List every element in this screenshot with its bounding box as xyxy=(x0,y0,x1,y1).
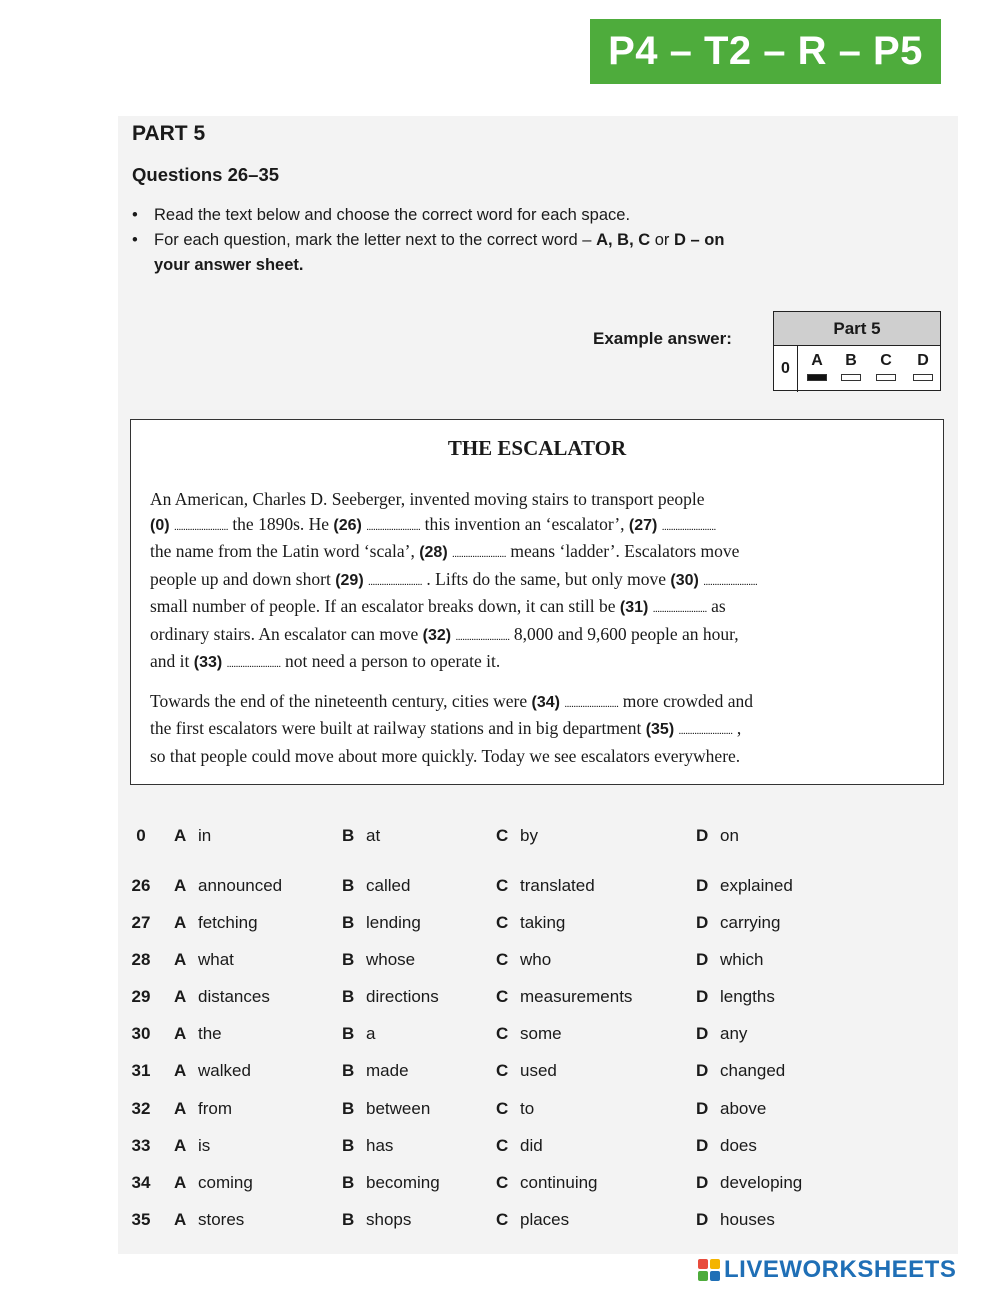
answer-mark-empty xyxy=(913,374,933,381)
option-word: developing xyxy=(720,1173,803,1192)
instruction-text: your answer sheet. xyxy=(154,256,304,274)
passage-title: THE ESCALATOR xyxy=(447,436,627,460)
question-number: 34 xyxy=(131,1173,151,1192)
option-letter: D xyxy=(696,1136,709,1155)
option-word: has xyxy=(366,1136,394,1155)
option-letter: A xyxy=(174,1061,187,1080)
option-letter: A xyxy=(174,1024,187,1043)
option-word: called xyxy=(366,876,411,895)
option-c[interactable] xyxy=(496,1210,569,1230)
question-number: 33 xyxy=(131,1136,151,1155)
option-word: to xyxy=(520,1099,535,1118)
option-d[interactable] xyxy=(696,1061,785,1081)
option-letter: B xyxy=(342,987,355,1006)
option-word: who xyxy=(520,950,552,969)
gap-33[interactable]: (33) xyxy=(193,654,223,671)
option-letter: C xyxy=(496,950,509,969)
passage-text: the 1890s. He xyxy=(232,513,334,534)
option-word: stores xyxy=(198,1210,245,1229)
option-letter: D xyxy=(696,913,709,932)
question-row-34 xyxy=(126,1173,846,1199)
option-word: which xyxy=(720,950,764,969)
passage-text: small number of people. If an escalator breaks down, it can still be xyxy=(150,596,620,616)
option-d[interactable] xyxy=(696,913,780,933)
option-letter: D xyxy=(696,987,709,1006)
option-word: between xyxy=(366,1099,431,1118)
option-word: places xyxy=(520,1210,570,1229)
option-a[interactable] xyxy=(174,1024,222,1044)
option-d[interactable] xyxy=(696,1210,775,1230)
option-letter: B xyxy=(342,1173,355,1192)
example-row xyxy=(774,346,940,392)
option-a[interactable] xyxy=(174,1173,253,1193)
option-c[interactable] xyxy=(496,1136,543,1156)
option-word: translated xyxy=(520,876,595,895)
option-word: houses xyxy=(720,1210,775,1229)
gap-dots: ........................ xyxy=(368,575,423,588)
option-letter: D xyxy=(696,1024,709,1043)
instruction-text: Read the text below and choose the correct word for each space. xyxy=(154,206,631,224)
gap-dots: ........................ xyxy=(452,548,507,560)
reading-text-box xyxy=(130,419,944,785)
gap-35[interactable]: (35) xyxy=(645,721,675,738)
option-a[interactable] xyxy=(174,1210,244,1230)
gap-dots: ........................ xyxy=(455,630,510,643)
example-answer-box xyxy=(773,311,941,391)
passage-text: An American, Charles D. Seeberger, invented moving stairs to transport people xyxy=(150,489,705,509)
passage-text: the name from the Latin word ‘scala’, xyxy=(150,541,420,561)
question-number: 32 xyxy=(131,1099,151,1118)
option-letter: B xyxy=(342,1024,355,1043)
option-letter: C xyxy=(496,876,509,895)
question-number: 28 xyxy=(131,950,151,969)
option-word: taking xyxy=(520,913,566,932)
option-b[interactable] xyxy=(342,1099,430,1119)
question-row-29 xyxy=(126,987,846,1013)
example-option-d xyxy=(910,352,936,381)
option-word: shops xyxy=(366,1210,412,1229)
question-number: 0 xyxy=(136,826,146,845)
option-word: announced xyxy=(198,876,283,895)
gap-dots: ........................ xyxy=(661,520,716,533)
option-b[interactable] xyxy=(342,987,439,1007)
gap-dots: ........................ xyxy=(652,603,707,615)
option-b[interactable] xyxy=(342,1173,440,1193)
option-letter: D xyxy=(696,1210,709,1229)
option-c[interactable] xyxy=(496,1099,534,1119)
option-letter: B xyxy=(342,1136,355,1155)
option-letter: A xyxy=(174,1210,187,1229)
option-letter: B xyxy=(342,1210,355,1229)
option-word: by xyxy=(520,826,538,845)
question-row-28 xyxy=(126,950,846,976)
option-word: did xyxy=(520,1136,543,1155)
passage-text: not need a person to operate it. xyxy=(280,651,501,671)
example-option-c xyxy=(873,352,899,381)
example-option-a xyxy=(804,352,830,381)
gap-26[interactable]: (26) xyxy=(333,516,362,534)
option-letter: B xyxy=(342,1099,355,1118)
gap-34[interactable]: (34) xyxy=(531,693,560,711)
instruction-text: For each question, mark the letter next to the correct word – xyxy=(154,231,592,249)
liveworksheets-logo xyxy=(698,1256,956,1284)
option-letter: D xyxy=(696,876,709,895)
option-word: on xyxy=(720,826,739,845)
question-row-32 xyxy=(126,1099,846,1125)
option-c[interactable] xyxy=(496,876,595,896)
option-word: in xyxy=(198,826,212,845)
question-number: 29 xyxy=(131,987,151,1006)
option-letter: B xyxy=(342,950,355,969)
gap-27[interactable]: (27) xyxy=(628,516,658,534)
passage-text: more crowded and xyxy=(618,690,753,711)
question-number: 30 xyxy=(131,1024,151,1043)
option-word: continuing xyxy=(520,1173,598,1192)
option-word: changed xyxy=(720,1061,786,1080)
option-letter: D xyxy=(696,1061,709,1080)
option-letter: B xyxy=(342,826,355,845)
option-word: lending xyxy=(366,913,421,932)
gap-0: (0) xyxy=(150,516,170,534)
option-a[interactable] xyxy=(174,826,211,846)
option-letter: A xyxy=(174,1099,187,1118)
option-b[interactable] xyxy=(342,1061,409,1081)
passage-text: Towards the end of the nineteenth century, cities were xyxy=(150,690,532,711)
paragraph-2 xyxy=(150,689,935,769)
option-b[interactable] xyxy=(342,1136,393,1156)
option-c[interactable] xyxy=(496,1024,562,1044)
instruction-item xyxy=(132,203,724,228)
logo-text: LIVEWORKSHEETS xyxy=(724,1256,957,1283)
option-word: becoming xyxy=(366,1173,440,1192)
instruction-letter-d: D xyxy=(674,231,686,249)
part-title: PART 5 xyxy=(132,122,206,145)
option-a[interactable] xyxy=(174,876,282,896)
option-letter: D xyxy=(696,826,709,845)
passage-text: 8,000 and 9,600 people an hour, xyxy=(509,623,739,644)
gap-32[interactable]: (32) xyxy=(422,626,452,644)
passage xyxy=(150,487,935,768)
option-letter: D xyxy=(917,352,929,369)
question-number: 27 xyxy=(131,913,151,932)
option-letter: A xyxy=(174,876,187,895)
option-letter: B xyxy=(342,913,355,932)
option-word: used xyxy=(520,1061,557,1080)
title-badge: P4 – T2 – R – P5 xyxy=(590,19,941,84)
option-word: does xyxy=(720,1136,757,1155)
option-d[interactable] xyxy=(696,1173,802,1193)
option-a[interactable] xyxy=(174,950,234,970)
option-d[interactable] xyxy=(696,876,793,896)
option-word: a xyxy=(366,1024,376,1043)
option-word: at xyxy=(366,826,381,845)
option-letter: A xyxy=(174,826,187,845)
option-word: measurements xyxy=(520,987,633,1006)
question-row-35 xyxy=(126,1210,846,1236)
option-b[interactable] xyxy=(342,913,421,933)
instruction-item xyxy=(132,228,724,278)
gap-dots: ........................ xyxy=(564,697,619,710)
option-word: some xyxy=(520,1024,562,1043)
gap-31[interactable]: (31) xyxy=(619,599,649,616)
gap-dots: ........................ xyxy=(173,520,228,533)
passage-text: so that people could move about more quickly. Today we see escalators everywhere. xyxy=(150,745,741,766)
option-letter: C xyxy=(496,1136,509,1155)
passage-text: the first escalators were built at railway stations and in big department xyxy=(150,718,646,738)
instructions xyxy=(132,203,724,278)
option-word: fetching xyxy=(198,913,258,932)
option-letter: C xyxy=(880,352,892,369)
answer-mark-empty xyxy=(841,374,861,381)
passage-text: means ‘ladder’. Escalators move xyxy=(506,541,740,561)
option-d[interactable] xyxy=(696,1136,757,1156)
question-number: 31 xyxy=(131,1061,151,1080)
option-word: from xyxy=(198,1099,232,1118)
example-option-b xyxy=(838,352,864,381)
question-row-31 xyxy=(126,1061,846,1087)
option-c[interactable] xyxy=(496,1173,598,1193)
option-letter: A xyxy=(174,987,187,1006)
option-b[interactable] xyxy=(342,826,380,846)
option-d[interactable] xyxy=(696,1024,747,1044)
option-c[interactable] xyxy=(496,826,538,846)
option-word: directions xyxy=(366,987,439,1006)
option-letter: B xyxy=(845,352,857,369)
gap-dots: ........................ xyxy=(678,725,733,737)
instruction-letters: A, B, C xyxy=(596,231,651,249)
option-word: lengths xyxy=(720,987,775,1006)
option-a[interactable] xyxy=(174,987,270,1007)
gap-28[interactable]: (28) xyxy=(419,544,448,561)
option-a[interactable] xyxy=(174,1136,210,1156)
option-letter: C xyxy=(496,1024,509,1043)
example-header: Part 5 xyxy=(774,312,940,346)
option-letter: D xyxy=(696,1099,709,1118)
question-row-26 xyxy=(126,876,846,902)
option-b[interactable] xyxy=(342,876,410,896)
answer-mark-empty xyxy=(876,374,896,381)
option-d[interactable] xyxy=(696,826,739,846)
logo-icon xyxy=(698,1259,720,1281)
question-row-27 xyxy=(126,913,846,939)
gap-29[interactable]: (29) xyxy=(335,571,364,589)
option-letter: A xyxy=(811,352,823,369)
option-word: distances xyxy=(198,987,270,1006)
instruction-on: – on xyxy=(690,231,725,249)
option-word: any xyxy=(720,1024,748,1043)
option-word: coming xyxy=(198,1173,253,1192)
option-c[interactable] xyxy=(496,1061,557,1081)
questions-title: Questions 26–35 xyxy=(132,164,280,185)
gap-dots: ........................ xyxy=(366,520,421,533)
passage-text: people up and down short xyxy=(150,568,336,589)
option-word: is xyxy=(198,1136,211,1155)
answer-mark-filled xyxy=(807,374,827,381)
gap-dots: ........................ xyxy=(226,658,281,670)
example-label: Example answer: xyxy=(593,329,732,348)
question-number: 35 xyxy=(131,1210,151,1229)
option-letter: A xyxy=(174,1173,187,1192)
option-d[interactable] xyxy=(696,987,775,1007)
option-word: carrying xyxy=(720,913,781,932)
option-letter: C xyxy=(496,1061,509,1080)
paragraph-1 xyxy=(150,487,935,677)
option-c[interactable] xyxy=(496,913,565,933)
option-c[interactable] xyxy=(496,987,632,1007)
option-b[interactable] xyxy=(342,1210,411,1230)
example-number: 0 xyxy=(774,346,798,392)
option-letter: C xyxy=(496,913,509,932)
question-row-0 xyxy=(126,826,846,852)
option-b[interactable] xyxy=(342,950,415,970)
option-letter: A xyxy=(174,913,187,932)
option-d[interactable] xyxy=(696,1099,766,1119)
question-row-30 xyxy=(126,1024,846,1050)
option-letter: C xyxy=(496,1210,509,1229)
option-letter: C xyxy=(496,826,509,845)
instruction-or: or xyxy=(654,231,670,249)
passage-text: and it xyxy=(150,651,194,671)
option-letter: A xyxy=(174,1136,187,1155)
option-a[interactable] xyxy=(174,913,258,933)
gap-dots: ........................ xyxy=(703,575,758,588)
option-letter: B xyxy=(342,876,355,895)
option-c[interactable] xyxy=(496,950,551,970)
option-letter: A xyxy=(174,950,187,969)
option-word: above xyxy=(720,1099,767,1118)
option-letter: D xyxy=(696,1173,709,1192)
option-word: made xyxy=(366,1061,409,1080)
option-d[interactable] xyxy=(696,950,763,970)
option-letter: C xyxy=(496,1173,509,1192)
option-letter: C xyxy=(496,987,509,1006)
option-word: walked xyxy=(198,1061,251,1080)
passage-text: , xyxy=(732,718,742,738)
option-letter: B xyxy=(342,1061,355,1080)
option-a[interactable] xyxy=(174,1099,232,1119)
option-word: what xyxy=(198,950,234,969)
option-letter: C xyxy=(496,1099,509,1118)
option-word: whose xyxy=(366,950,416,969)
gap-30[interactable]: (30) xyxy=(670,571,699,589)
question-number: 26 xyxy=(131,876,151,895)
question-row-33 xyxy=(126,1136,846,1162)
option-word: explained xyxy=(720,876,793,895)
passage-text: as xyxy=(706,596,726,616)
option-a[interactable] xyxy=(174,1061,251,1081)
option-letter: D xyxy=(696,950,709,969)
passage-text: ordinary stairs. An escalator can move xyxy=(150,623,423,644)
option-word: the xyxy=(198,1024,222,1043)
option-b[interactable] xyxy=(342,1024,375,1044)
passage-text: this invention an ‘escalator’, xyxy=(420,513,629,534)
passage-text: . Lifts do the same, but only move xyxy=(422,568,671,589)
